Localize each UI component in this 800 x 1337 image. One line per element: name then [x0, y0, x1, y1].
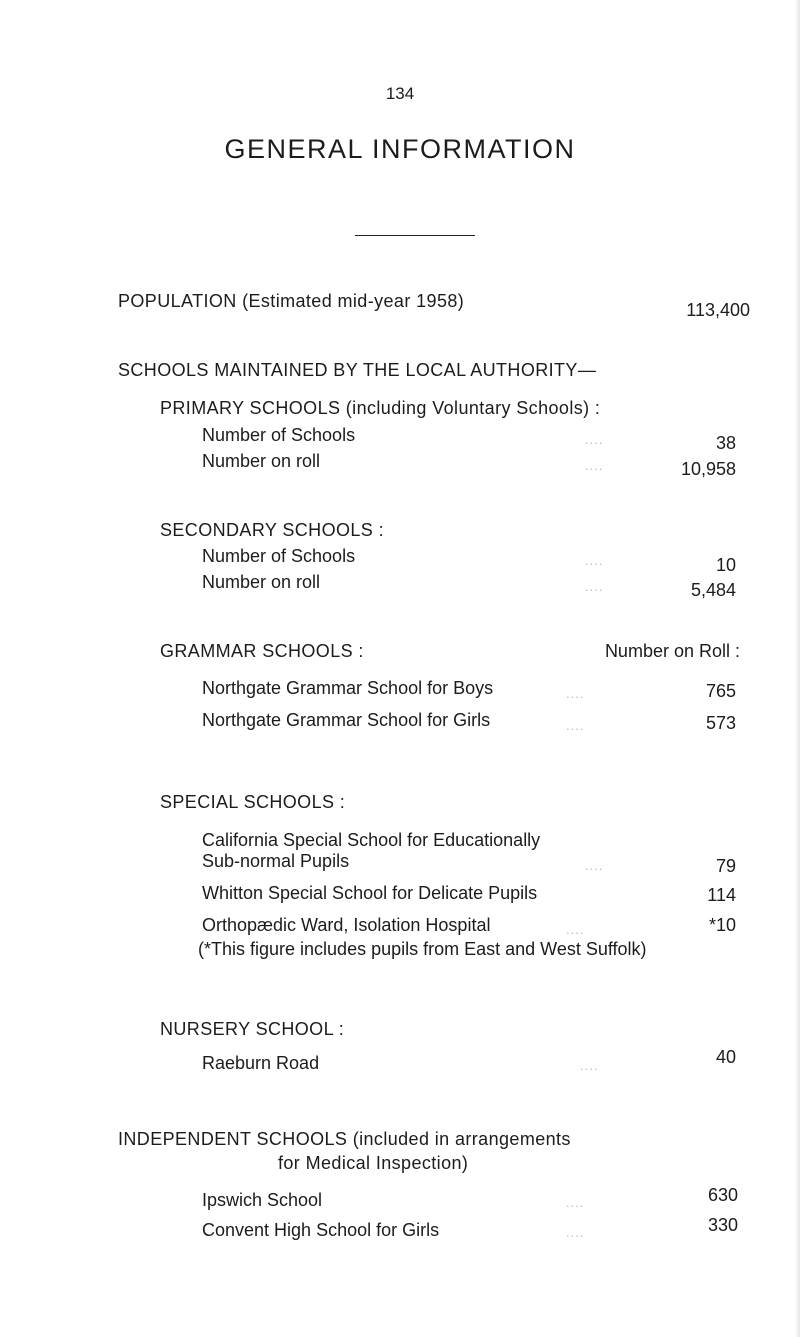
independent-ipswich-value: 630 — [707, 1185, 738, 1205]
secondary-schools-label: Number of Schools — [202, 546, 356, 566]
special-footnote: (*This figure includes pupils from East and West Suffolk) — [198, 939, 647, 959]
leader-dots: .... — [566, 686, 585, 701]
grammar-girls-value: 573 — [705, 713, 736, 733]
grammar-boys-label: Northgate Grammar School for Boys — [202, 678, 494, 698]
special-whitton-value: 114 — [707, 885, 736, 905]
special-california-value: 79 — [715, 856, 736, 876]
grammar-heading: GRAMMAR SCHOOLS : — [160, 641, 364, 661]
special-orthopaedic-value: *10 — [708, 915, 736, 935]
leader-dots: .... — [585, 458, 604, 473]
special-california-label-line1: California Special School for Educationally — [202, 830, 541, 850]
nursery-raeburn-value: 40 — [715, 1047, 736, 1067]
maintained-heading: SCHOOLS MAINTAINED BY THE LOCAL AUTHORITY— — [118, 360, 597, 380]
special-whitton-label: Whitton Special School for Delicate Pupils — [202, 883, 538, 903]
population-label: POPULATION (Estimated mid-year 1958) — [118, 291, 465, 311]
page-edge-shadow — [795, 0, 800, 1337]
independent-heading-line1: INDEPENDENT SCHOOLS (included in arrangements — [118, 1129, 571, 1149]
leader-dots: .... — [585, 858, 604, 873]
independent-ipswich-label: Ipswich School — [202, 1190, 323, 1210]
nursery-raeburn-label: Raeburn Road — [202, 1053, 320, 1073]
leader-dots: .... — [585, 553, 604, 568]
population-value: 113,400 — [686, 300, 750, 320]
title-divider — [355, 235, 475, 236]
secondary-schools-value: 10 — [715, 555, 736, 575]
leader-dots: .... — [585, 579, 604, 594]
special-heading: SPECIAL SCHOOLS : — [160, 792, 346, 812]
primary-heading: PRIMARY SCHOOLS (including Voluntary Schools) : — [160, 398, 601, 418]
leader-dots: .... — [566, 922, 585, 937]
leader-dots: .... — [566, 1195, 585, 1210]
secondary-heading: SECONDARY SCHOOLS : — [160, 520, 384, 540]
special-orthopaedic-label: Orthopædic Ward, Isolation Hospital — [202, 915, 491, 935]
leader-dots: .... — [566, 1225, 585, 1240]
independent-convent-label: Convent High School for Girls — [202, 1220, 440, 1240]
primary-schools-label: Number of Schools — [202, 425, 356, 445]
secondary-roll-label: Number on roll — [202, 572, 321, 592]
grammar-girls-label: Northgate Grammar School for Girls — [202, 710, 491, 730]
primary-roll-value: 10,958 — [680, 459, 736, 479]
primary-schools-value: 38 — [715, 433, 736, 453]
independent-heading-line2: for Medical Inspection) — [278, 1153, 469, 1173]
page-title: GENERAL INFORMATION — [224, 134, 576, 164]
independent-convent-value: 330 — [707, 1215, 738, 1235]
secondary-roll-value: 5,484 — [690, 580, 736, 600]
nursery-heading: NURSERY SCHOOL : — [160, 1019, 345, 1039]
grammar-boys-value: 765 — [705, 681, 736, 701]
leader-dots: .... — [580, 1058, 599, 1073]
primary-roll-label: Number on roll — [202, 451, 321, 471]
grammar-column-header: Number on Roll : — [604, 641, 740, 661]
leader-dots: .... — [585, 432, 604, 447]
leader-dots: .... — [566, 718, 585, 733]
special-california-label-line2: Sub-normal Pupils — [202, 851, 350, 871]
page-number: 134 — [385, 84, 415, 103]
